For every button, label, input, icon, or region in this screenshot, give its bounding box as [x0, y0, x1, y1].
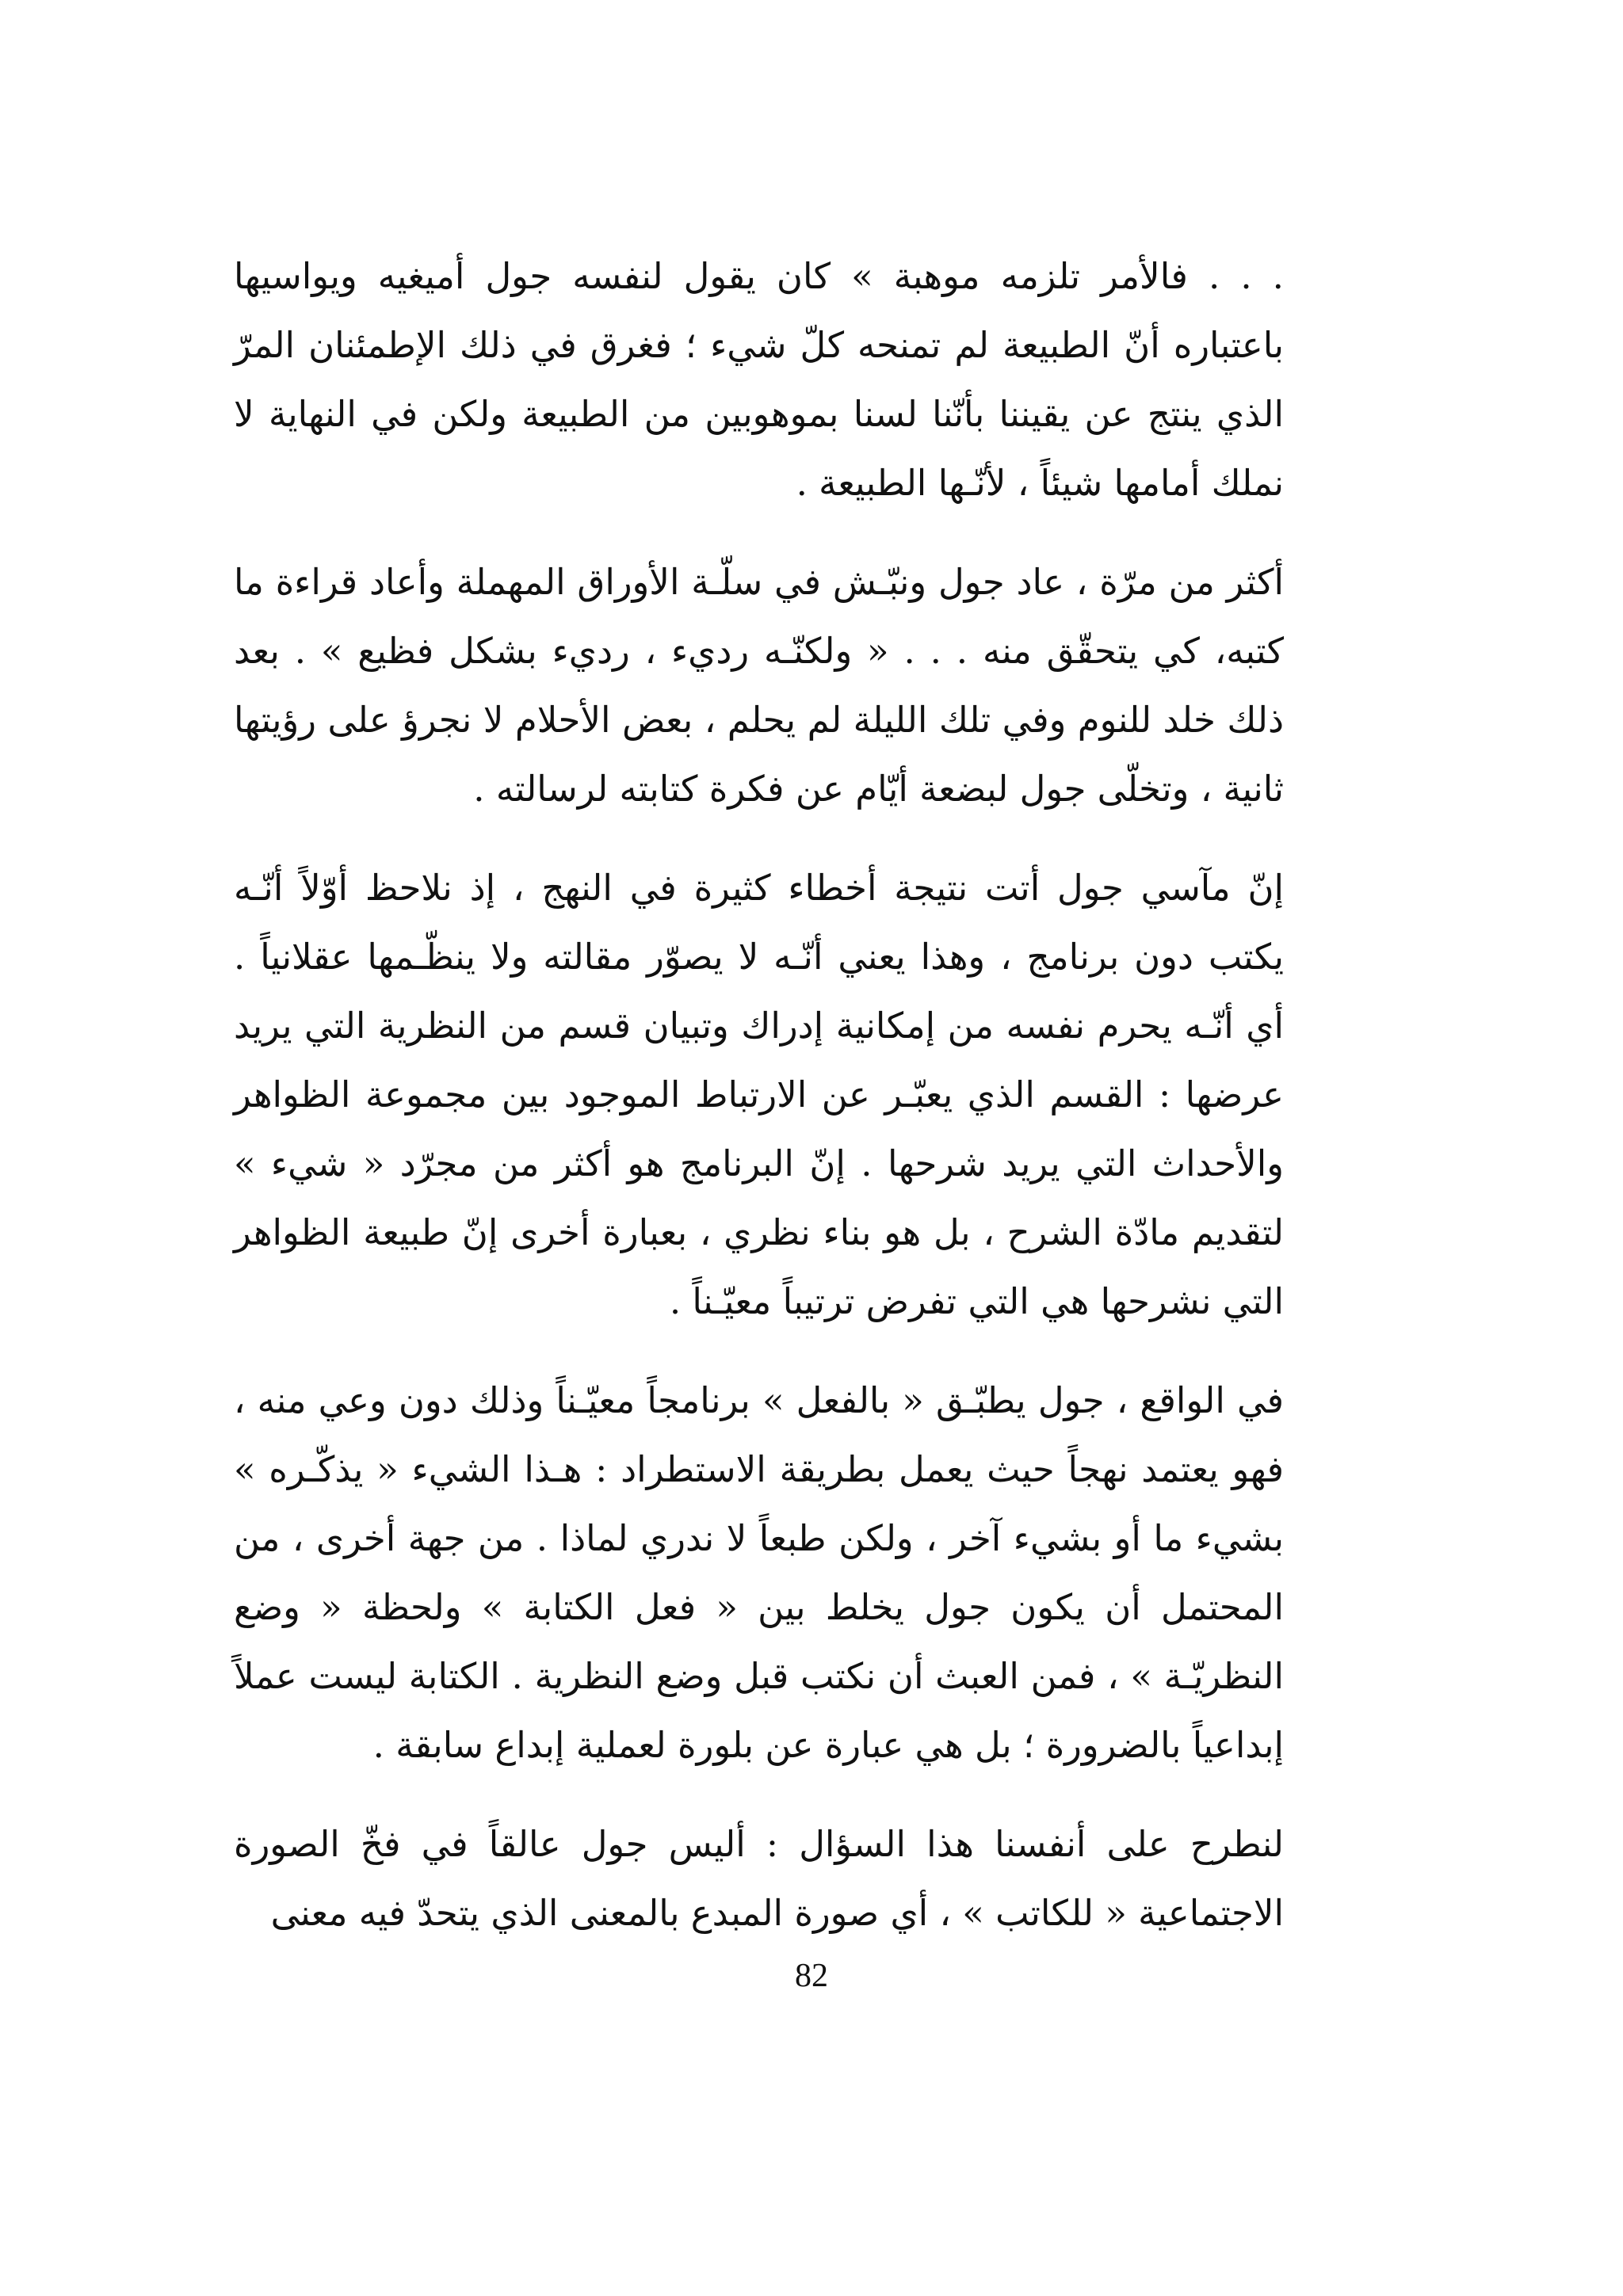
paragraph-5: لنطرح على أنفسنا هذا السؤال : أليس جول عالقاً في فخّ الصورة الاجتماعية « للكاتب » ، أي صورة المبدع بالمعنى الذي يتحدّ فيه معنى: [234, 1823, 1284, 1934]
paragraph-3: إنّ مآسي جول أتت نتيجة أخطاء كثيرة في النهج ، إذ نلاحظ أوّلاً أنّـه يكتب دون برنامج ، وهذا يعني أنّـه لا يصوّر مقالته ولا ينظّـمها عقلانياً . أي أنّـه يحرم نفسه من إمكانية إدراك وتبيان قسم من النظرية التي يريد عرضها : القسم الذي يعبّـر عن الارتباط الموجود بين مجموعة الظواهر والأحداث التي يريد شرحها . إنّ البرنامج هو أكثر من مجرّد « شيء » لتقديم مادّة الشرح ، بل هو بناء نظري ، بعبارة أخرى إنّ طبيعة الظواهر التي نشرحها هي التي تفرض ترتيباً معيّـناً .: [234, 867, 1284, 1322]
page-number: 82: [795, 1958, 828, 1994]
body-text: [234, 242, 1284, 1978]
paragraph-2: أكثر من مرّة ، عاد جول ونبّـش في سلّـة الأوراق المهملة وأعاد قراءة ما كتبه، كي يتحقّق منه . . . « ولكنّـه رديء ، رديء بشكل فظيع » . بعد ذلك خلد للنوم وفي تلك الليلة لم يحلم ، بعض الأحلام لا نجرؤ على رؤيتها ثانية ، وتخلّى جول لبضعة أيّام عن فكرة كتابته لرسالته .: [234, 561, 1284, 810]
paragraph-1: . . . فالأمر تلزمه موهبة » كان يقول لنفسه جول أميغيه ويواسيها باعتباره أنّ الطبيعة لم تمنحه كلّ شيء ؛ فغرق في ذلك الإطمئنان المرّ الذي ينتج عن يقيننا بأنّنا لسنا بموهوبين من الطبيعة ولكن في النهاية لا نملك أمامها شيئاً ، لأنّـها الطبيعة .: [234, 255, 1284, 504]
paragraph-4: في الواقع ، جول يطبّـق « بالفعل » برنامجاً معيّـناً وذلك دون وعي منه ، فهو يعتمد نهجاً حيث يعمل بطريقة الاستطراد : هـذا الشيء « يذكّـره » بشيء ما أو بشيء آخر ، ولكن طبعاً لا ندري لماذا . من جهة أخرى ، من المحتمل أن يكون جول يخلط بين « فعل الكتابة » ولحظة « وضع النظريّـة » ، فمن العبث أن نكتب قبل وضع النظرية . الكتابة ليست عملاً إبداعياً بالضرورة ؛ بل هي عبارة عن بلورة لعملية إبداع سابقة .: [234, 1379, 1284, 1766]
